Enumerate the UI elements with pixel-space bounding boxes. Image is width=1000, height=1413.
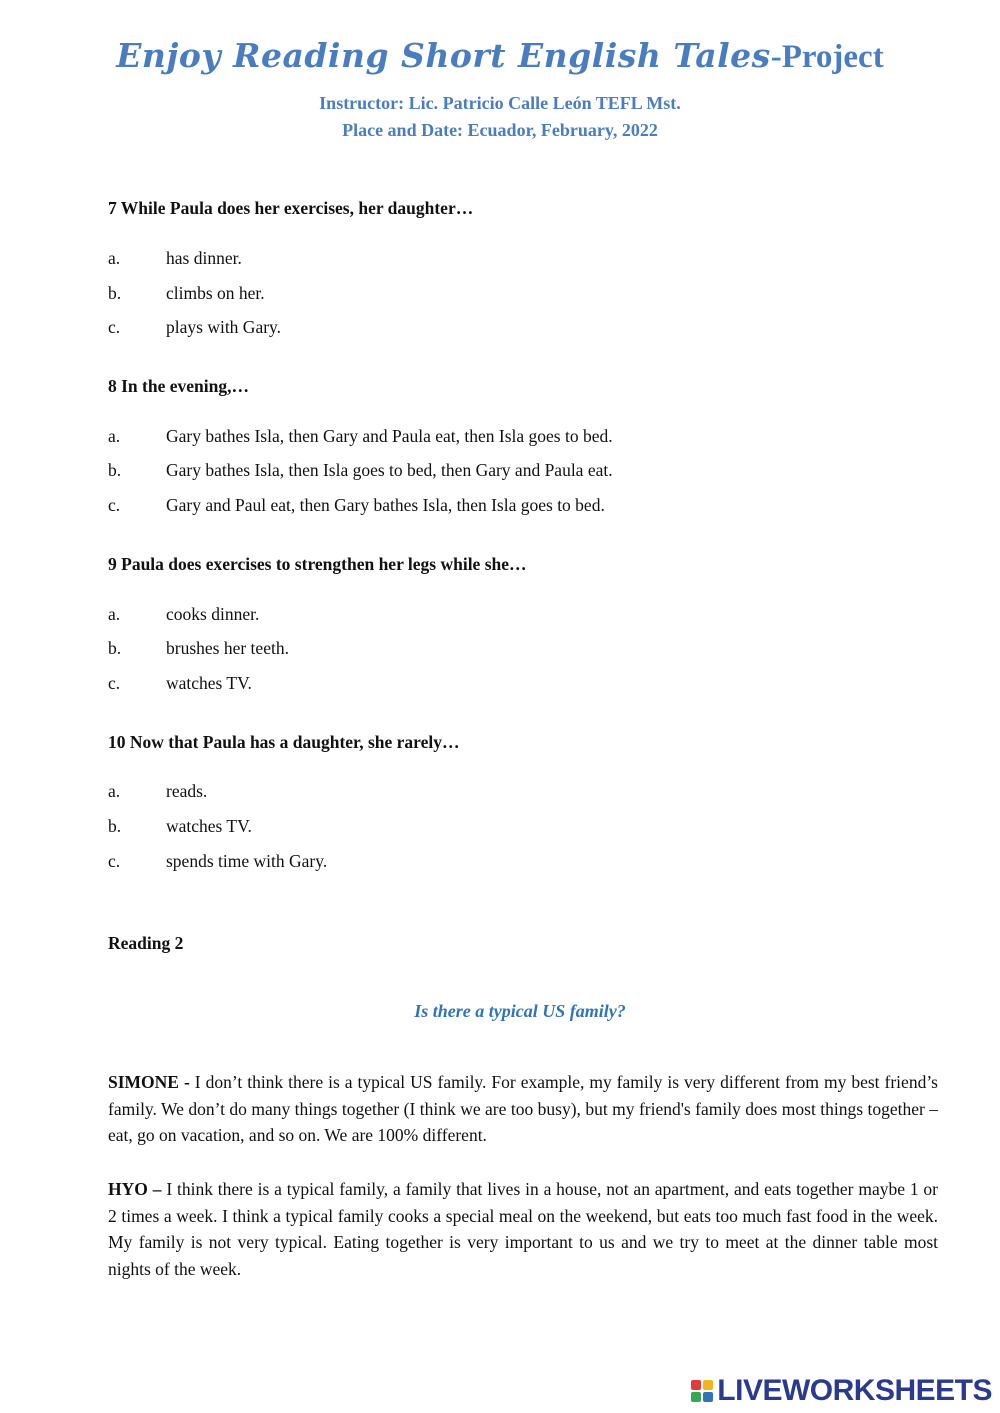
liveworksheets-logo [691, 1375, 992, 1407]
option-letter: c. [108, 495, 121, 515]
option-text: plays with Gary. [166, 317, 282, 337]
option-letter: c. [108, 851, 121, 871]
option-letter: b. [108, 460, 122, 480]
question-8: 8 In the evening,… [108, 376, 249, 396]
option-letter: c. [108, 317, 121, 337]
question-8-option-a[interactable] [108, 426, 613, 447]
option-letter: a. [108, 426, 121, 446]
question-9-option-c[interactable] [108, 673, 252, 694]
question-8-option-c[interactable] [108, 495, 605, 516]
option-text: watches TV. [166, 816, 252, 836]
logo-square-icon [703, 1392, 713, 1402]
option-text: brushes her teeth. [166, 638, 289, 658]
option-letter: b. [108, 283, 122, 303]
option-text: Gary bathes Isla, then Isla goes to bed, then Gary and Paula eat. [166, 460, 613, 480]
paragraph-simone [108, 1069, 938, 1149]
question-7-option-a[interactable] [108, 248, 242, 269]
question-10: 10 Now that Paula has a daughter, she rarely… [108, 732, 460, 752]
logo-grid-icon [691, 1380, 713, 1402]
story-title: Is there a typical US family? [414, 1001, 626, 1021]
speaker-name: HYO – [108, 1179, 162, 1199]
option-letter: c. [108, 673, 121, 693]
question-9: 9 Paula does exercises to strengthen her legs while she… [108, 554, 527, 574]
option-letter: b. [108, 638, 122, 658]
question-9-option-a[interactable] [108, 604, 259, 625]
question-8-option-b[interactable] [108, 460, 613, 481]
option-text: climbs on her. [166, 283, 265, 303]
option-text: reads. [166, 781, 208, 801]
logo-square-icon [691, 1380, 701, 1390]
question-7-option-c[interactable] [108, 317, 281, 338]
question-10-option-a[interactable] [108, 781, 207, 802]
logo-square-icon [703, 1380, 713, 1390]
question-10-option-b[interactable] [108, 816, 252, 837]
logo-square-icon [691, 1392, 701, 1402]
paragraph-text: I think there is a typical family, a family that lives in a house, not an apartment, and eats together maybe 1 or 2 times a week. I think a typical family cooks a special meal on the weekend, but eats too much fast food in the week. My family is not very typical. Eating together is very important to us and we try to meet at the dinner table most nights of the week. [108, 1179, 938, 1280]
place-date-line: Place and Date: Ecuador, February, 2022 [342, 120, 658, 140]
option-text: has dinner. [166, 248, 242, 268]
logo-text: LIVEWORKSHEETS [717, 1374, 992, 1407]
option-text: cooks dinner. [166, 604, 260, 624]
instructor-line: Instructor: Lic. Patricio Calle León TEFL Mst. [319, 93, 681, 113]
option-text: spends time with Gary. [166, 851, 328, 871]
title-suffix: -Project [770, 39, 884, 75]
option-text: Gary and Paul eat, then Gary bathes Isla, then Isla goes to bed. [166, 495, 605, 515]
option-text: Gary bathes Isla, then Gary and Paula eat, then Isla goes to bed. [166, 426, 613, 446]
option-letter: a. [108, 248, 121, 268]
title-main: Enjoy Reading Short English Tales [116, 36, 771, 75]
question-10-option-c[interactable] [108, 851, 327, 872]
option-text: watches TV. [166, 673, 252, 693]
speaker-name: SIMONE - [108, 1072, 190, 1092]
worksheet-title [0, 36, 1000, 76]
question-9-option-b[interactable] [108, 638, 289, 659]
option-letter: a. [108, 781, 121, 801]
question-7-option-b[interactable] [108, 283, 265, 304]
option-letter: a. [108, 604, 121, 624]
option-letter: b. [108, 816, 122, 836]
reading-heading: Reading 2 [108, 933, 184, 953]
paragraph-hyo [108, 1176, 938, 1283]
question-7: 7 While Paula does her exercises, her daughter… [108, 198, 474, 218]
paragraph-text: I don’t think there is a typical US family. For example, my family is very different from my best friend’s family. We don’t do many things together (I think we are too busy), but my friend's family does most things together – eat, go on vacation, and so on. We are 100% different. [108, 1072, 938, 1146]
